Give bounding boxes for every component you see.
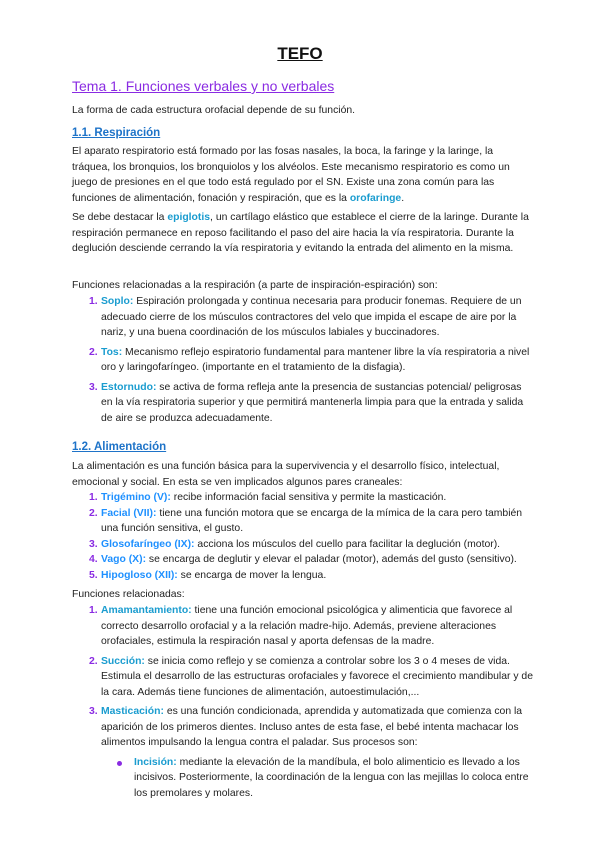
list-item-sub	[72, 755, 534, 802]
list-number: 3.	[89, 381, 98, 393]
keyword-orofaringe: orofaringe	[349, 192, 402, 204]
list-item	[72, 603, 534, 650]
list-keyword: Soplo:	[101, 296, 134, 307]
respiracion-p1-text: El aparato respiratorio está formado por las fosas nasales, la boca, la faringe y la laringe, la tráquea, los bronquios, los bronquiolos y los alvéolos. Este mecanismo respiratorio es como un juego de presiones en el que todo está regulado por el SN. Existe una zona común para las funciones de alimentación, fonación y respiración, que es la	[72, 146, 510, 204]
list-number: 1.	[89, 605, 98, 616]
alimentacion-paragraph-2: Funciones relacionadas:	[72, 589, 185, 600]
bullet-icon	[117, 761, 122, 766]
list-item	[72, 568, 534, 584]
list-number: 2.	[89, 507, 98, 519]
list-keyword: Tos:	[101, 346, 123, 358]
respiracion-functions-list	[72, 294, 534, 426]
list-item	[72, 345, 534, 376]
list-text: acciona los músculos del cuello para facilitar la deglución (motor).	[194, 538, 501, 550]
list-item	[72, 380, 534, 427]
topic-heading: Tema 1. Funciones verbales y no verbales	[72, 78, 335, 94]
list-number: 5.	[89, 569, 98, 581]
list-keyword: Trigémino (V):	[101, 492, 171, 503]
list-item	[72, 506, 534, 537]
list-item	[72, 704, 534, 751]
list-keyword: Glosofaríngeo (IX):	[101, 538, 195, 550]
list-keyword: Succión:	[101, 655, 145, 667]
respiracion-paragraph-2	[72, 210, 534, 257]
list-item	[72, 294, 534, 341]
intro-paragraph: La forma de cada estructura orofacial depende de su función.	[72, 105, 356, 116]
list-item	[72, 537, 534, 553]
list-item	[72, 654, 534, 701]
list-number: 2.	[89, 346, 98, 358]
section-heading-alimentacion: 1.2. Alimentación	[72, 441, 167, 453]
list-text: Mecanismo reflejo espiratorio fundamental para mantener libre la vía respiratoria a nivel oro y laringofaríngeo. (importante en el tratamiento de la disfagia).	[101, 346, 530, 373]
list-keyword: Masticación:	[101, 706, 164, 717]
list-text: se encarga de deglutir y elevar el paladar (motor), además del gusto (sensitivo).	[146, 554, 517, 565]
list-number: 1.	[89, 296, 98, 307]
document-title: TEFO	[277, 44, 323, 63]
list-keyword: Hipogloso (XII):	[101, 569, 178, 581]
list-text: Espiración prolongada y continua necesaria para producir fonemas. Requiere de un adecuado cierre de los músculos contractores del velo que impida el escape de aire por la nariz, y una buena coordinación de los músculos labiales y buccinadores.	[101, 296, 522, 338]
cranial-nerves-list	[72, 490, 534, 583]
list-keyword: Facial (VII):	[101, 507, 157, 519]
list-item	[72, 552, 534, 568]
alimentacion-paragraph-1: La alimentación es una función básica para la supervivencia y el desarrollo físico, intelectual, emocional y social. En esta se ven implicados algunos pares craneales:	[72, 461, 500, 488]
section-heading-respiracion: 1.1. Respiración	[72, 127, 161, 139]
respiracion-paragraph-3: Funciones relacionadas a la respiración (a parte de inspiración-espiración) son:	[72, 280, 438, 291]
list-number: 3.	[89, 538, 98, 550]
list-keyword: Estornudo:	[101, 381, 157, 393]
list-text: se encarga de mover la lengua.	[177, 569, 327, 581]
list-text: tiene una función motora que se encarga de la mímica de la cara pero también una función sensitiva, el gusto.	[101, 507, 523, 534]
list-number: 4.	[89, 554, 98, 565]
list-text: mediante la elevación de la mandíbula, el bolo alimenticio es llevado a los incisivos. Posteriormente, la coordinación de la lengua con las mejillas lo coloca entre los premolares y molares.	[134, 756, 529, 799]
list-text: recibe información facial sensitiva y permite la masticación.	[170, 492, 447, 503]
list-text: tiene una función emocional psicológica y alimenticia que favorece al correcto desarrollo orofacial y a la relación madre-hijo. Además, previene alteraciones orofaciales, estimula la respiración nasal y aporta defensas de la madre.	[101, 605, 513, 647]
respiracion-paragraph-1	[72, 144, 534, 206]
list-text: se activa de forma refleja ante la presencia de sustancias potencial/ peligrosas en la vía respiratoria superior y que permitirá mantenerla limpia para que la entrada y salida de aire se produzca adecuadamente.	[101, 381, 524, 424]
list-number: 1.	[89, 492, 98, 503]
list-number: 3.	[89, 706, 98, 717]
list-text: se inicia como reflejo y se comienza a controlar sobre los 3 o 4 meses de vida. Estimula el desarrollo de las estructuras orofaciales y favorece el crecimiento mandibular y de la cara. Además tiene funciones de alimentación, autoestimulación,...	[101, 655, 533, 698]
list-item	[72, 490, 534, 506]
list-keyword: Amamantamiento:	[101, 605, 192, 616]
respiracion-p2-text-b: , un cartílago elástico que establece el cierre de la laringe. Durante la respiración permanece en reposo facilitando el paso del aire hacia la vía respiratoria. Durante la deglución desciende cerrando la vía respiratoria y evitando la entrada del alimento en la misma.	[72, 212, 529, 254]
keyword-epiglotis: epiglotis	[167, 212, 211, 223]
list-number: 2.	[89, 655, 98, 667]
list-keyword: Vago (X):	[101, 554, 147, 565]
respiracion-p1-end: .	[401, 192, 405, 204]
alimentacion-functions-list	[72, 603, 534, 801]
list-text: es una función condicionada, aprendida y automatizada que comienza con la aparición de los primeros dientes. Incluso antes de esta fase, el bebé intenta machacar los alimentos impulsando la lengua contra el paladar. Sus procesos son:	[101, 706, 523, 748]
list-keyword: Incisión:	[134, 756, 177, 768]
respiracion-p2-text-a: Se debe destacar la	[72, 212, 168, 223]
